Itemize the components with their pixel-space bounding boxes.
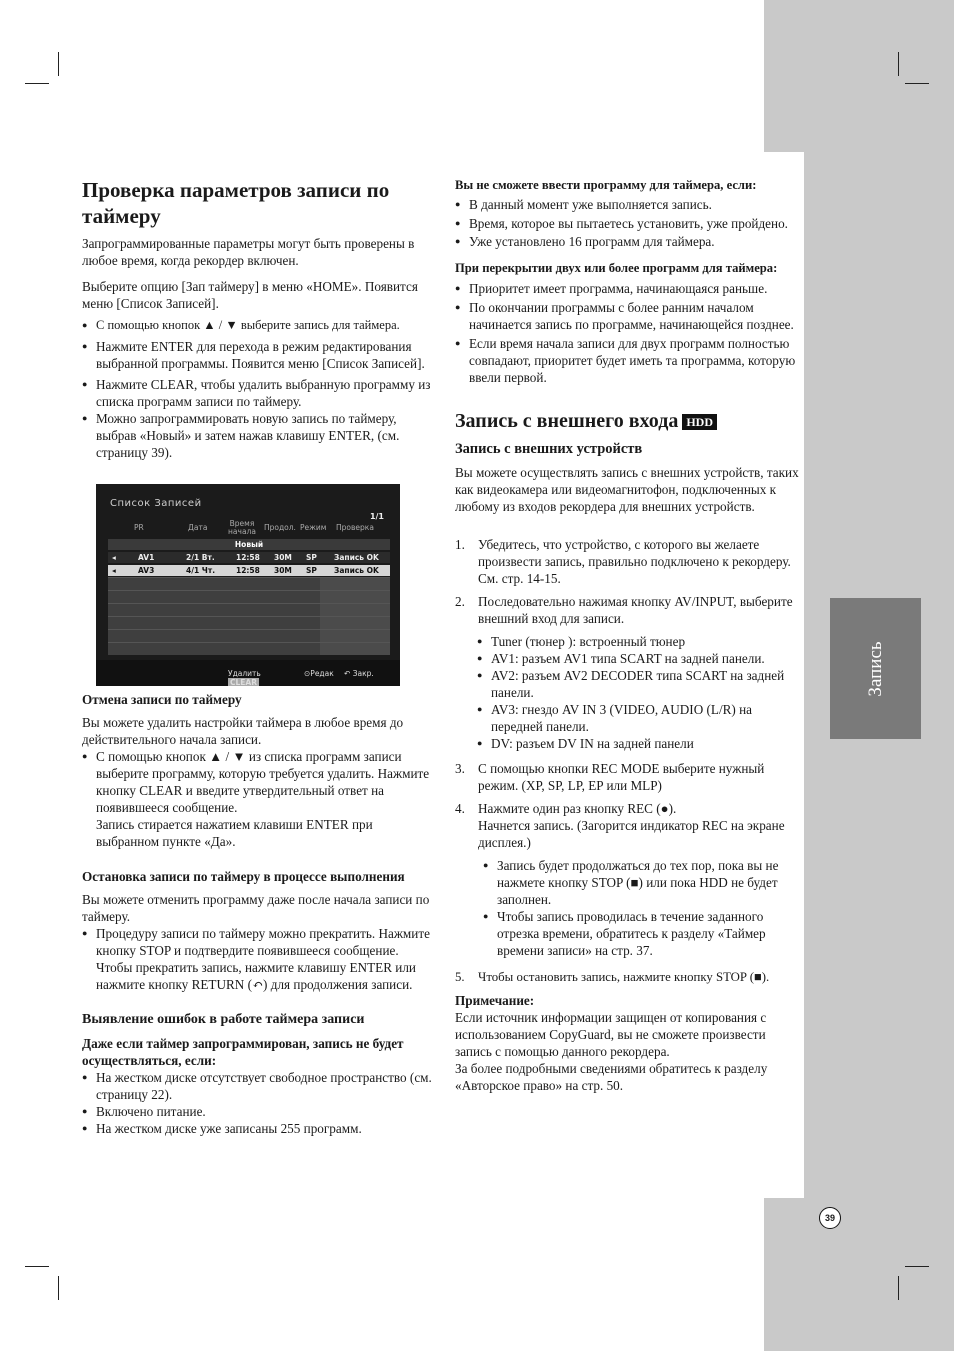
list-item: ● AV3: гнездо AV IN 3 (VIDEO, AUDIO (L/R) на передней панели.: [477, 701, 805, 735]
list-item: ● С помощью кнопок ▲ / ▼ из списка программ записи выберите программу, которую требуется удалить. Нажмите кнопку CLEAR и введите утвердительный ответ на появившееся сообщение.: [82, 748, 434, 816]
list-item: ● В данный момент уже выполняется запись.: [455, 196, 805, 213]
col-header: Продол.: [264, 523, 296, 532]
stop-title: Остановка записи по таймеру в процессе выполнения: [82, 869, 405, 884]
list-item: ● Время, которое вы пытаетесь установить, уже пройдено.: [455, 215, 805, 232]
left-column-lower: [82, 691, 434, 1137]
list-item: ● Уже установлено 16 программ для таймера.: [455, 233, 805, 250]
empty-row: [108, 603, 390, 616]
col-header: Режим: [300, 523, 327, 532]
step-1: 1. Убедитесь, что устройство, с которого вы желаете произвести запись, правильно подключено к рекордеру. См. стр. 14-15.: [455, 537, 791, 586]
hdd-badge: HDD: [682, 414, 717, 430]
list-item: ● Если время начала записи для двух программ полностью совпадают, приоритет будет иметь та программа, которую ввели первой.: [455, 335, 805, 386]
list-item: ● На жестком диске уже записаны 255 программ.: [82, 1120, 434, 1137]
right-column: [455, 177, 805, 1094]
stop-text: Вы можете отменить программу даже после начала записи по таймеру.: [82, 892, 430, 924]
side-panel-bottom: [764, 1198, 954, 1351]
col-header: Время начала: [228, 519, 256, 536]
circle-icon: ⊙: [304, 669, 311, 678]
side-tab-label: Запись: [864, 640, 886, 697]
return-icon: ↶: [344, 669, 351, 678]
step-3: 3. С помощью кнопки REC MODE выберите нужный режим. (XP, SP, LP, EP или MLP): [455, 761, 765, 793]
table-row: ◂ AV1 2/1 Вт. 12:58 30M SP Запись OK: [108, 552, 390, 563]
list-item: ● Нажмите CLEAR, чтобы удалить выбранную программу из списка программ записи по таймеру.: [82, 376, 434, 410]
list-item: ● Чтобы запись проводилась в течение заданного отрезка времени, обратитесь к разделу «Таймер времени записи» на стр. 37.: [483, 908, 805, 959]
overlap-title: При перекрытии двух или более программ для таймера:: [455, 261, 778, 275]
list-item-cont: Запись стирается нажатием клавиши ENTER при выбранном пункте «Да».: [96, 817, 373, 849]
list-item: ● Включено питание.: [82, 1103, 434, 1120]
section-title: Проверка параметров записи по таймеру: [82, 178, 390, 228]
left-column: [82, 177, 434, 461]
list-item-cont: Чтобы прекратить запись, нажмите клавишу ENTER или нажмите кнопку RETURN (↶) для продолжения записи.: [96, 960, 416, 992]
list-item: ● Можно запрограммировать новую запись по таймеру, выбрав «Новый» и затем нажав клавишу ENTER, (см. страницу 39).: [82, 410, 434, 461]
ext-sub: Запись с внешних устройств: [455, 441, 643, 457]
step-2: 2. Последовательно нажимая кнопку AV/INPUT, выберите внешний вход для записи.: [455, 594, 793, 626]
list-item: ● Нажмите ENTER для перехода в режим редактирования выбранной программы. Появится меню [Список Записей].: [82, 338, 434, 372]
intro-text: Запрограммированные параметры могут быть проверены в любое время, когда рекордер включен.: [82, 236, 415, 268]
step-4: 4. Нажмите один раз кнопку REC (●). Начнется запись. (Загорится индикатор REC на экране дисплея.): [455, 801, 785, 850]
new-entry: Новый: [108, 539, 390, 550]
page-number: 39: [819, 1207, 841, 1229]
ext-title: Запись с внешнего входа HDD: [455, 408, 805, 434]
empty-row: [108, 629, 390, 642]
list-item: ● Tuner (тюнер ): встроенный тюнер: [477, 633, 805, 650]
empty-row: [108, 616, 390, 629]
table-row-selected: ◂ AV3 4/1 Чт. 12:58 30M SP Запись OK: [108, 565, 390, 576]
arrow-icon: ◂: [112, 566, 116, 575]
close-label: ↶ Закр.: [344, 669, 374, 678]
list-item: ● Запись будет продолжаться до тех пор, пока вы не нажмете кнопку STOP (■) или пока HDD не будет заполнен.: [483, 857, 805, 908]
screen-title: Список Записей: [110, 498, 202, 509]
list-item: ● AV1: разъем AV1 типа SCART на задней панели.: [477, 650, 805, 667]
side-panel-top: [764, 0, 954, 152]
select-text: Выберите опцию [Зап таймеру] в меню «HOME». Появится меню [Список Записей].: [82, 279, 418, 311]
note-text-2: За более подробными сведениями обратитесь к разделу «Авторское право» на стр. 50.: [455, 1061, 768, 1093]
col-header: Дата: [188, 523, 208, 532]
list-item: ● На жестком диске отсутствует свободное пространство (см. страницу 22).: [82, 1069, 434, 1103]
errors-sub: Даже если таймер запрограммирован, запись не будет осуществляться, если:: [82, 1036, 404, 1068]
list-item: ● С помощью кнопок ▲ / ▼ выберите запись для таймера.: [82, 317, 434, 334]
list-item: ● DV: разъем DV IN на задней панели: [477, 735, 805, 752]
list-item: ● Приоритет имеет программа, начинающаяся раньше.: [455, 280, 805, 297]
empty-row: [108, 590, 390, 603]
list-item: ● Процедуру записи по таймеру можно прекратить. Нажмите кнопку STOP и подтвердите появившееся сообщение.: [82, 925, 434, 959]
cancel-title: Отмена записи по таймеру: [82, 692, 242, 707]
note-text: Если источник информации защищен от копирования с использованием CopyGuard, вы не сможете произвести запись с помощью данного рекордера.: [455, 1010, 767, 1059]
empty-row: [108, 577, 390, 590]
cancel-text: Вы можете удалить настройки таймера в любое время до действительного начала записи.: [82, 715, 404, 747]
list-item: ● AV2: разъем AV2 DECODER типа SCART на задней панели.: [477, 667, 805, 701]
col-header: PR: [134, 523, 144, 532]
cannot-title: Вы не сможете ввести программу для таймера, если:: [455, 178, 757, 192]
edit-label: ⊙Редак: [304, 669, 334, 678]
screen-page: 1/1: [369, 512, 384, 521]
clear-badge: CLEAR: [230, 678, 257, 686]
note-title: Примечание:: [455, 993, 535, 1008]
empty-row: [108, 642, 390, 655]
step-5: 5. Чтобы остановить запись, нажмите кнопку STOP (■).: [455, 970, 770, 984]
errors-title: Выявление ошибок в работе таймера записи: [82, 1012, 365, 1027]
col-header: Проверка: [336, 523, 374, 532]
side-tab: [830, 598, 921, 739]
arrow-icon: ◂: [112, 553, 116, 562]
list-item: ● По окончании программы с более ранним началом начинается запись по программе, начинающейся позднее.: [455, 299, 805, 333]
screen-footer: CLEAR Удалить ⊙Редак ↶ Закр.: [96, 660, 400, 686]
ext-text: Вы можете осуществлять запись с внешних устройств, таких как видеокамера или видеомагнитофон, подключенных к любому из входов рекордера для внешних устройств.: [455, 465, 799, 514]
record-list-screen: [96, 484, 400, 686]
